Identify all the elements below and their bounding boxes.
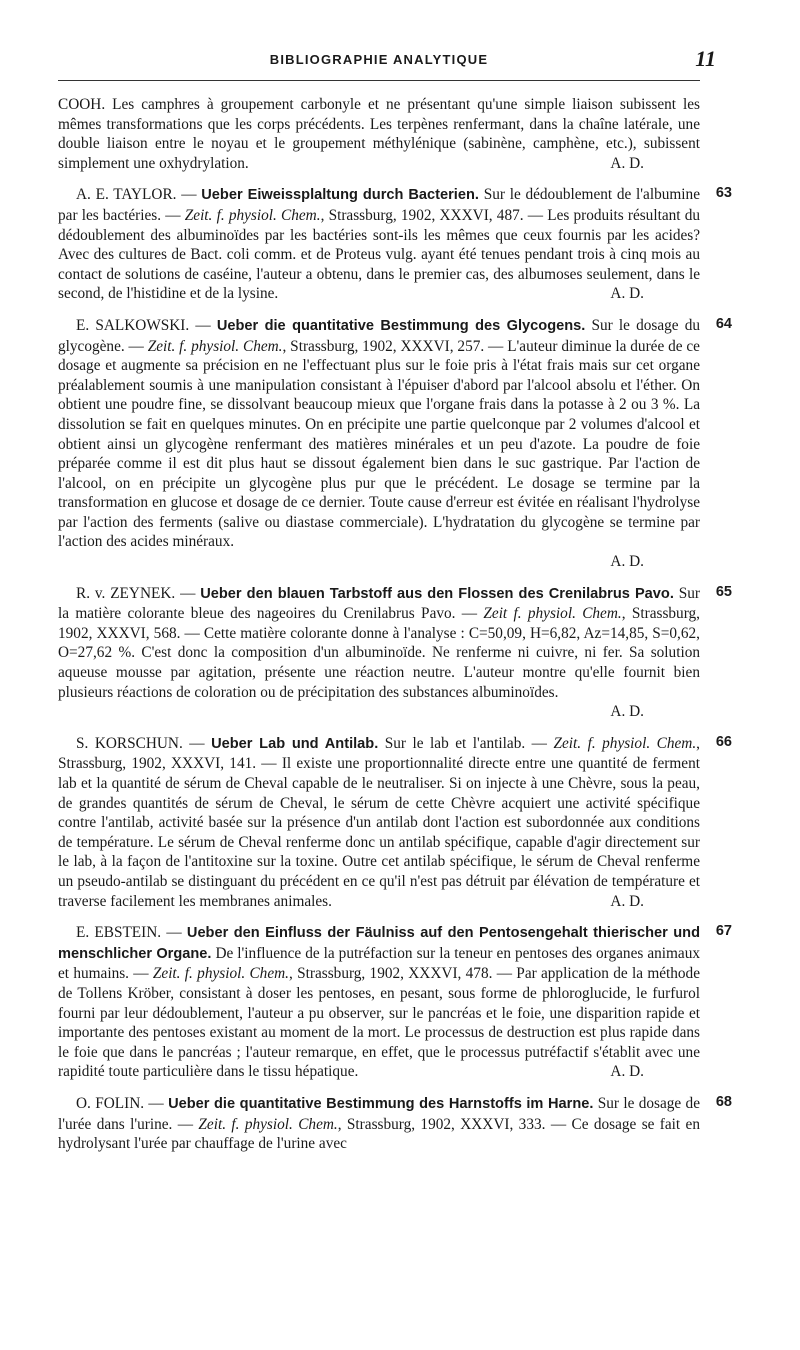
entry-body: , Strassburg, 1902, XXXVI, 487. — Les produits résultant du dédoublement des albuminoïdes par les bactéries sont-ils les mêmes que ceux fournis par les acides? Avec des cultures de Bact. coli comm. et de Proteus vulg. ayant été tenues pendant trois à cinq mois au contact de solutions de caséine, l'auteur a obtenu, dans le premier cas, des albumoses seulement, dans le second, de l'histidine et de la lysine.	[58, 206, 701, 303]
page	[58, 46, 732, 1166]
entry-body: , Strassburg, 1902, XXXVI, 568. — Cette matière colorante donne à l'analyse : C=50,09, H=6,82, Az=14,85, S=0,62, O=27,62 %. C'est donc la composition d'un albuminoïde. Ne renferme ni cuivre, ni fer. Sa solution aqueuse mousse par agitation, présente une réaction neutre. L'auteur montre qu'elle fournit bien plusieurs réactions de coloration ou de précipitation des substances albuminoïdes.	[58, 605, 700, 701]
entry-64	[58, 315, 732, 572]
entry-translation: Sur le dosage de l'urée dans l'urine. —	[58, 1094, 700, 1133]
intro-text: COOH. Les camphres à groupement carbonyle et ne présentant qu'une simple liaison subissent les mêmes transformations que les corps précédents. Les terpènes renfermant, dans la chaîne latérale, une double liaison entre le noyau et le groupement méthylénique (sabinène, camphène, etc.), subissent simplement une oxhydrylation.	[58, 96, 700, 172]
entry-number: 67	[715, 923, 732, 940]
entry-signature: A. D.	[610, 285, 644, 303]
entry-journal: Zeit. f. physiol. Chem.	[553, 734, 697, 752]
entry-text	[58, 1094, 700, 1154]
entry-title: Ueber den Einfluss der Fäulniss auf den Pentosengehalt thierischer und menschlicher Organe.	[58, 925, 700, 962]
entry-text	[58, 316, 700, 572]
entry-65	[58, 583, 732, 722]
entry-journal: Zeit. f. physiol. Chem.	[147, 337, 283, 355]
entry-title: Ueber die quantitative Bestimmung des Harnstoffs im Harne.	[168, 1095, 594, 1112]
entry-translation: Sur la matière colorante bleue des nageoires du Crenilabrus Pavo. —	[58, 584, 700, 623]
entry-text	[58, 584, 700, 722]
entry-author: S. KORSCHUN. —	[76, 734, 212, 752]
intro-paragraph	[58, 95, 700, 173]
page-header	[58, 46, 716, 74]
entry-text	[58, 185, 700, 304]
entry-author: E. SALKOWSKI. —	[76, 316, 217, 334]
entry-number: 64	[715, 315, 732, 332]
entry-68	[58, 1093, 732, 1154]
entry-number: 65	[715, 583, 732, 600]
entry-67	[58, 923, 732, 1082]
entry-text	[58, 734, 700, 911]
entry-title: Ueber den blauen Tarbstoff aus den Flossen des Crenilabrus Pavo.	[200, 585, 674, 602]
entry-title: Ueber Lab und Antilab.	[211, 735, 379, 752]
entry-body: , Strassburg, 1902, XXXVI, 257. — L'auteur diminue la durée de ce dosage et augmente sa précision en ne l'effectuant plus sur le foie pris à l'état frais mais sur cet organe préalablement soumis à une manipulation consistant à l'épuiser d'abord par l'alcool absolu et l'éther. On obtient une poudre fine, se dissolvant beaucoup mieux que l'organe frais dans la potasse à 2 ou 3 %. La dissolution se fait en quelques minutes. On en précipite une partie quelconque par 2 volumes d'alcool et obtient ainsi un glycogène renfermant des matières minérales et un peu d'azote. La poudre de foie préparée comme il est dit plus haut se dissout également bien dans le suc gastrique. Par l'action de l'alcool, on en précipite un glycogène plus pur que le précédent. Le dosage se termine par la transformation en glucose et dosage de ce dernier. Toute cause d'erreur est évitée en réalisant l'hydrolyse par l'action des ferments (salive ou diastase commerciale). L'hydratation du glycogène se termine par l'action des acides minéraux.	[58, 337, 700, 551]
entry-translation: Sur le lab et l'antilab. —	[378, 734, 554, 752]
entry-author: O. FOLIN. —	[76, 1094, 169, 1112]
entry-author: A. E. TAYLOR. —	[76, 186, 202, 204]
entry-author: E. EBSTEIN. —	[76, 924, 187, 942]
entry-journal: Zeit. f. physiol. Chem.	[184, 206, 321, 224]
header-rule	[58, 80, 700, 81]
entry-author: R. v. ZEYNEK. —	[76, 584, 201, 602]
entry-body: , Strassburg, 1902, XXXVI, 141. — Il existe une proportionnalité directe entre une quantité de ferment lab et la quantité de sérum de Cheval capable de le neutraliser. Si on injecte à une Chèvre, sous la peau, de grandes quantités de sérum de Cheval, le sérum de cette Chèvre acquiert une activité spécifique contre l'antilab, activité basée sur la présence d'un antilab dont l'action est subordonnée aux conditions de température. Le sérum de Cheval renferme donc un antilab spécifique, capable d'agir directement sur le lab, à la façon de l'antitoxine sur la toxine. Outre cet antilab spécifique, le sérum de Cheval renferme un pseudo-antilab se distinguant du précédent en ce qu'il n'est pas détruit par élévation de température et traverse facilement les membranes animales.	[58, 734, 700, 910]
entry-signature: A. D.	[610, 553, 644, 571]
entry-title: Ueber die quantitative Bestimmung des Glycogens.	[216, 317, 586, 334]
entry-signature: A. D.	[610, 1063, 644, 1081]
entry-body: , Strassburg, 1902, XXXVI, 333. — Ce dosage se fait en hydrolysant l'urée par chauffage de l'urine avec	[58, 1115, 700, 1153]
entry-journal: Zeit. f. physiol. Chem.	[152, 965, 289, 983]
entry-number: 68	[715, 1093, 732, 1110]
entry-text	[58, 923, 700, 1082]
entry-number: 66	[715, 733, 732, 750]
intro-signature: A. D.	[610, 154, 644, 172]
entry-signature: A. D.	[610, 892, 644, 910]
entry-journal: Zeit f. physiol. Chem.	[483, 605, 622, 623]
entry-63	[58, 185, 732, 304]
entry-66	[58, 733, 732, 911]
entry-title: Ueber Eiweissplaltung durch Bacterien.	[201, 187, 479, 204]
entry-signature: A. D.	[610, 703, 644, 721]
entry-body: , Strassburg, 1902, XXXVI, 478. — Par application de la méthode de Tollens Kröber, consistant à doser les pentoses, en pesant, sous forme de phloroglucide, le furfurol fourni par leur dédoublement, l'auteur a pu observer, sur le pancréas et le foie, une disparition rapide et importante des pentoses existant au moment de la mort. Le processus de destruction est plus rapide dans le foie que dans le pancréas ; l'auteur remarque, en effet, que le processus putréfactif s'établit avec une rapidité toute particulière dans le tissu hépatique.	[58, 965, 700, 1081]
entry-journal: Zeit. f. physiol. Chem.	[198, 1115, 338, 1133]
running-title: BIBLIOGRAPHIE ANALYTIQUE	[269, 52, 489, 67]
entry-number: 63	[715, 185, 732, 202]
entry-translation: Sur le dédoublement de l'albumine par les bactéries. —	[58, 186, 700, 224]
entry-translation: De l'influence de la putréfaction sur la teneur en pentoses des organes animaux et humains. —	[58, 944, 700, 983]
entry-translation: Sur le dosage du glycogène. —	[58, 316, 700, 355]
page-number: 11	[695, 46, 716, 71]
